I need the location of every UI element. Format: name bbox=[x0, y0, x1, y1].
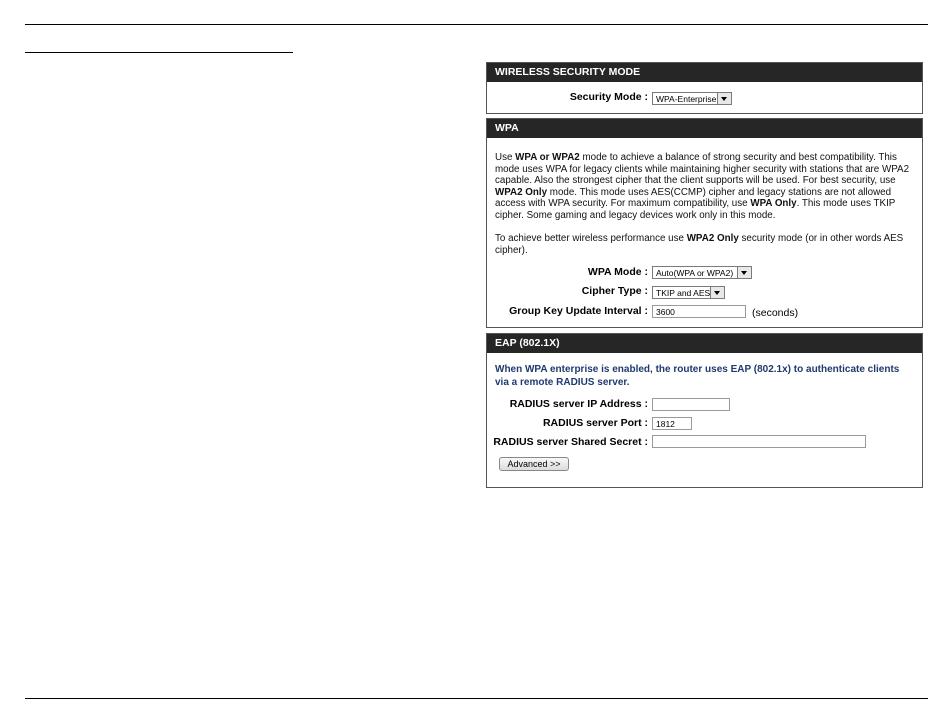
group-key-interval-input[interactable]: 3600 bbox=[652, 305, 746, 318]
wpa-mode-label: WPA Mode : bbox=[587, 266, 648, 278]
panel-title: WIRELESS SECURITY MODE bbox=[487, 63, 922, 82]
panel-title: EAP (802.1X) bbox=[487, 334, 922, 353]
cipher-type-select[interactable] bbox=[652, 286, 725, 299]
chevron-down-icon bbox=[710, 287, 724, 298]
radius-secret-label: RADIUS server Shared Secret : bbox=[493, 436, 648, 448]
wpa-performance-note: To achieve better wireless performance use WPA2 Only security mode (or in other words AES cipher). bbox=[495, 233, 904, 256]
radius-secret-input[interactable] bbox=[652, 435, 866, 448]
panel-title: WPA bbox=[487, 119, 922, 138]
chevron-down-icon bbox=[737, 267, 751, 278]
wpa-description: Use WPA or WPA2 mode to achieve a balance of strong security and best compatibility. This mode uses WPA for legacy clients while maintaining higher security with stations that are WPA2 capable. Also the strongest cipher that the client supports will be used. For best security, use WPA2 Only mode. This mode uses AES(CCMP) cipher and legacy stations are not allowed access with WPA security. For maximum compatibility, use WPA Only. This mode uses TKIP cipher. Some gaming and legacy devices work only in this mode. bbox=[495, 152, 910, 221]
radius-port-input[interactable]: 1812 bbox=[652, 417, 692, 430]
bottom-rule bbox=[25, 698, 928, 699]
cipher-type-value: TKIP and AES bbox=[656, 288, 711, 298]
security-mode-select[interactable] bbox=[652, 92, 732, 105]
eap-description: When WPA enterprise is enabled, the router uses EAP (802.1x) to authenticate clients via a remote RADIUS server. bbox=[495, 364, 900, 388]
wpa-mode-select[interactable] bbox=[652, 266, 752, 279]
chevron-down-icon bbox=[717, 93, 731, 104]
advanced-button[interactable]: Advanced >> bbox=[499, 457, 569, 471]
section-underline bbox=[25, 52, 293, 53]
cipher-type-label: Cipher Type : bbox=[581, 285, 648, 297]
top-rule bbox=[25, 24, 928, 25]
security-mode-label: Security Mode : bbox=[569, 91, 648, 103]
radius-ip-label: RADIUS server IP Address : bbox=[509, 398, 648, 410]
radius-ip-input[interactable] bbox=[652, 398, 730, 411]
security-mode-value: WPA-Enterprise bbox=[656, 94, 717, 104]
wpa-mode-value: Auto(WPA or WPA2) bbox=[656, 268, 734, 278]
wireless-security-mode-panel bbox=[486, 62, 923, 114]
group-key-label: Group Key Update Interval : bbox=[509, 305, 648, 317]
radius-port-label: RADIUS server Port : bbox=[542, 417, 648, 429]
seconds-unit-label: (seconds) bbox=[752, 307, 799, 319]
